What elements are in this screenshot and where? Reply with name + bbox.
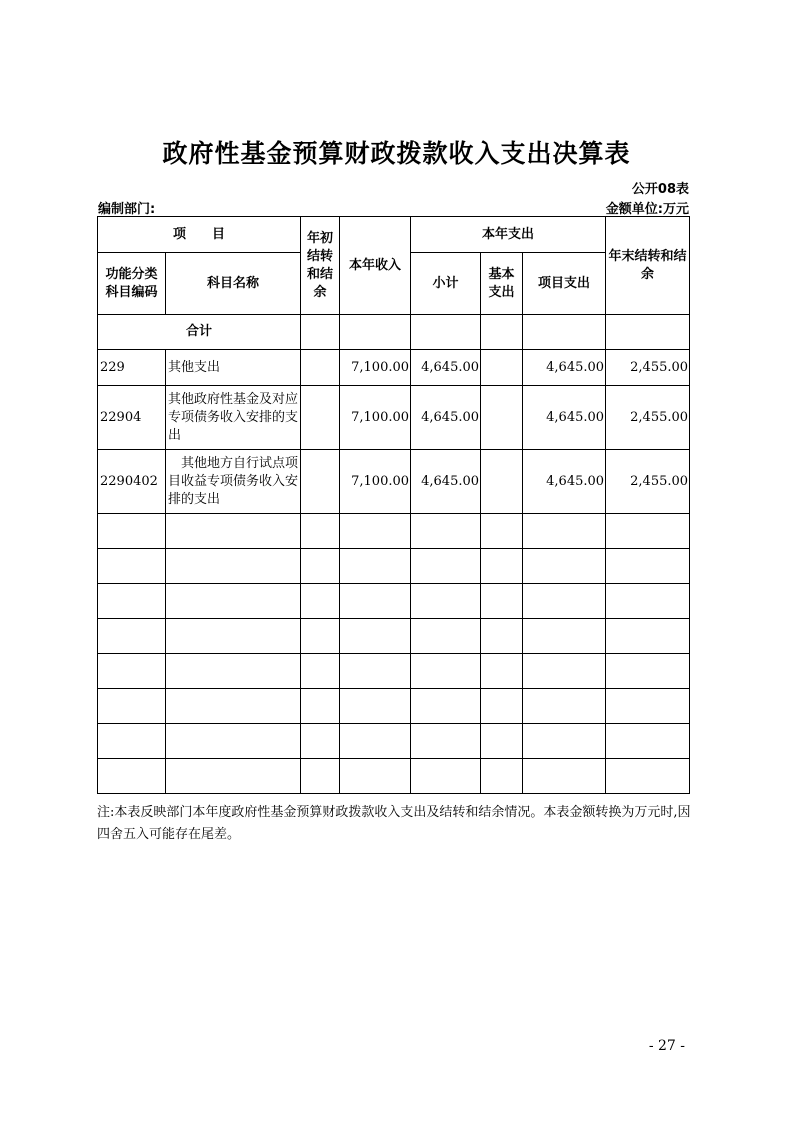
row-basic <box>481 386 523 450</box>
empty-row <box>98 549 690 584</box>
row-basic <box>481 450 523 514</box>
header-item: 项 目 <box>98 217 301 253</box>
row-income: 7,100.00 <box>340 386 411 450</box>
row-name: 其他地方自行试点项目收益专项债务收入安排的支出 <box>166 450 301 514</box>
table-note: 注:本表反映部门本年度政府性基金预算财政拨款收入支出及结转和结余情况。本表金额转换为万元时,因四舍五入可能存在尾差。 <box>97 805 691 842</box>
row-end: 2,455.00 <box>606 450 690 514</box>
row-income: 7,100.00 <box>340 450 411 514</box>
header-basic-expense: 基本支出 <box>481 253 523 315</box>
empty-row <box>98 514 690 549</box>
table-row <box>98 386 690 450</box>
header-end-balance: 年末结转和结余 <box>606 217 690 315</box>
header-subtotal: 小计 <box>411 253 481 315</box>
row-name: 其他支出 <box>166 350 301 386</box>
page-number: - 27 - <box>648 1038 685 1054</box>
row-begin <box>301 450 340 514</box>
table-row <box>98 350 690 386</box>
row-end: 2,455.00 <box>606 350 690 386</box>
row-basic <box>481 350 523 386</box>
header-expense: 本年支出 <box>411 217 606 253</box>
empty-row <box>98 759 690 794</box>
table-row <box>98 450 690 514</box>
department-label: 编制部门: <box>98 202 156 217</box>
total-label: 合计 <box>98 315 301 350</box>
header-income: 本年收入 <box>340 217 411 315</box>
row-code: 229 <box>98 350 166 386</box>
row-end: 2,455.00 <box>606 386 690 450</box>
row-income: 7,100.00 <box>340 350 411 386</box>
total-row <box>98 315 690 350</box>
row-subtotal: 4,645.00 <box>411 350 481 386</box>
row-code: 2290402 <box>98 450 166 514</box>
row-subtotal: 4,645.00 <box>411 386 481 450</box>
row-subtotal: 4,645.00 <box>411 450 481 514</box>
row-begin <box>301 386 340 450</box>
empty-row <box>98 654 690 689</box>
header-subject-name: 科目名称 <box>166 253 301 315</box>
header-begin-balance: 年初结转和结余 <box>301 217 340 315</box>
empty-row <box>98 584 690 619</box>
budget-table <box>97 216 690 794</box>
row-project: 4,645.00 <box>523 350 606 386</box>
row-name: 其他政府性基金及对应专项债务收入安排的支出 <box>166 386 301 450</box>
table-number: 公开08表 <box>631 182 689 197</box>
empty-row <box>98 689 690 724</box>
row-code: 22904 <box>98 386 166 450</box>
row-project: 4,645.00 <box>523 450 606 514</box>
header-project-expense: 项目支出 <box>523 253 606 315</box>
unit-label: 金额单位:万元 <box>605 202 689 217</box>
empty-row <box>98 724 690 759</box>
empty-row <box>98 619 690 654</box>
row-project: 4,645.00 <box>523 386 606 450</box>
header-func-code: 功能分类科目编码 <box>98 253 166 315</box>
page-title: 政府性基金预算财政拨款收入支出决算表 <box>162 139 631 168</box>
row-begin <box>301 350 340 386</box>
